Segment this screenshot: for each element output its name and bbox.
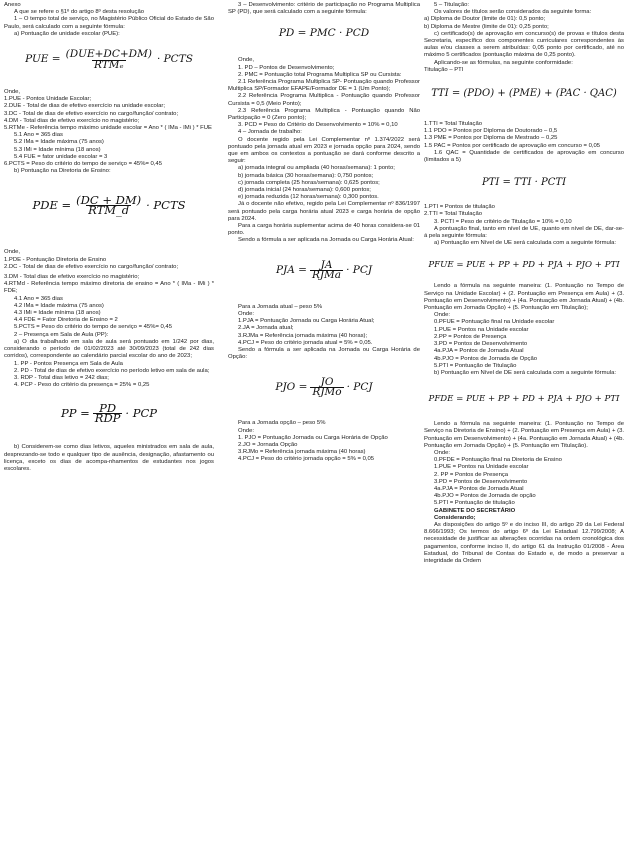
considerando-heading: Considerando; — [434, 514, 476, 521]
list-item: 1.PJA = Pontuação Jornada ou Carga Horária Atual; — [238, 318, 375, 325]
formula-rhs: · PCJ — [346, 264, 373, 277]
paragraph: Titulação – PTI — [424, 66, 464, 73]
list-item: 1.5 PAC = Pontos por certificado de aprovação em concurso = 0,05 — [424, 142, 601, 149]
section-title: 4 – Jornada de trabalho: — [238, 129, 302, 136]
list-item: 1.PDE - Pontuação Diretoria de Ensino — [4, 256, 107, 263]
paragraph: Sendo a fórmula a ser aplicada na Jornada ou Carga Horária Atual: — [238, 237, 414, 244]
paragraph: 3 – Desenvolvimento: critério de participação no Programa Multiplica SP (PD), que será calculado com a seguinte fórmula: — [228, 2, 420, 16]
paragraph: As disposições do artigo 5º e do inciso III, do artigo 29 da Lei Federal 8.666/1993; Os termos do artigo 6º da Lei Estadual 12.799/2008; A necessidade de justificar as alterações ocorridas na ordem cronológica dos pagamentos, conforme inciso II, do artigo 61 da Instrução 01/2008 - Área Estadual, do Tribunal de Contas do Estado e, de modo a preservar a integridade da Ordem — [424, 521, 624, 564]
formula-rhs: · PCP — [125, 405, 157, 420]
list-item: 2.3 Referência Programa Multiplica - Pontuação quando Não Participação = 0 (Zero ponto); — [228, 107, 420, 122]
list-item: 1.TTI = Total Titulação — [424, 121, 483, 128]
paragraph: b) Pontuação em Nível de DE será calculada com a seguinte fórmula: — [434, 369, 617, 376]
numerator: JO — [320, 375, 334, 388]
denominator: RDP — [94, 410, 121, 425]
formula-pfde: PFDE = PUE + PP + PD + PJA + PJO + PTI — [428, 393, 620, 404]
onde-label: Onde: — [434, 312, 451, 319]
list-item: 0.PFDE = Pontuação final na Diretoria de Ensino — [434, 457, 562, 464]
numerator: PD — [99, 400, 117, 415]
onde-label: Onde: — [238, 310, 255, 317]
list-item: 5.PCTS = Peso do critério do tempo de serviço = 45%= 0,45 — [14, 324, 172, 331]
list-item: 4b.PJO = Pontos de Jornada de Opção — [434, 355, 537, 362]
gabinete-heading: GABINETE DO SECRETÁRIO — [434, 507, 516, 514]
paragraph: A que se refere o §1º do artigo 8º desta resolução — [14, 9, 145, 16]
list-item: 2.JA = Jornada atual; — [238, 325, 294, 332]
list-item: 2.1 Referência Programa Multiplica SP- Pontuação quando Professor Multiplica SP/Formador EFAPE/Formador DE = 1 (Um Ponto); — [228, 79, 420, 93]
list-item: 4.PCJ = Peso do critério jornada atual = 5% = 0,05. — [238, 339, 373, 346]
list-item: 2.2 Referência Programa Multiplica - Pontuação quando Professor Cursista = 0,5 (Meio Ponto); — [228, 93, 420, 107]
list-item: 2.PP = Pontos de Presença — [434, 333, 507, 340]
list-item: 5.RTMe - Referência tempo máximo unidade escolar = Ano * ( IMa - IMi ) * FUE — [4, 125, 212, 132]
paragraph: Aplicando-se as fórmulas, na seguinte conformidade: — [434, 59, 573, 66]
list-item: 4.4 FDE = Fator Diretoria de Ensino = 2 — [14, 317, 118, 324]
formula-pfue: PFUE = PUE + PP + PD + PJA + PJO + PTI — [428, 259, 620, 270]
list-item: 3.DC - Total de dias de efetivo exercício no cargo/função/ contrato; — [4, 110, 179, 117]
paragraph: Lendo a fórmula na seguinte maneira: (1. Pontuação no Tempo de Serviço na Unidade Escolar) + (2. Pontuação em Presença em Aula) + (3. Pontuação em Desenvolvimento) + (4a. Pontuação em Jornada Atual) + (4b. Pontuação em Jornada Opção) + (5. Pontuação em Titulação); — [424, 283, 624, 312]
formula-pja — [228, 245, 420, 297]
list-item: 4.RTMd - Referência tempo máximo diretoria de ensino = Ano * ( IMa - IMi ) * FDE; — [4, 281, 214, 295]
list-item: 3. PCD = Peso do Critério do Desenvolvimento = 10% = 0,10 — [238, 122, 398, 129]
list-item: a) Diploma de Doutor (limite de 01): 0,5 ponto; — [424, 16, 546, 23]
list-item: 4.PCJ = Peso do critério jornada opção = 5% = 0,05 — [238, 456, 375, 463]
fraction — [93, 400, 123, 425]
list-item: 1.PUE = Pontos na Unidade escolar — [434, 326, 529, 333]
section-title: b) Pontuação na Diretoria de Ensino: — [14, 168, 111, 175]
formula-rhs: · PCJ — [346, 380, 373, 393]
list-item: 4. PCP - Peso do critério da presença = 25% = 0,25 — [14, 382, 150, 389]
section-title: 5 – Titulação: — [434, 2, 470, 8]
list-item: 4a.PJA = Pontos de Jornada Atual — [434, 348, 524, 355]
list-item: 3.RJMo = Referência jornada máxima (40 horas) — [238, 449, 366, 456]
fraction — [74, 192, 143, 217]
column-3 — [424, 2, 624, 565]
formula-pue — [4, 38, 214, 82]
list-item: 5.1 Ano = 365 dias — [14, 132, 63, 139]
list-item: 1.3 PME = Pontos por Diploma de Mestrado – 0,25 — [424, 135, 558, 142]
formula-pde — [4, 175, 214, 235]
formula-lhs: PP = — [61, 405, 90, 420]
paragraph: A pontuação final, tanto em nível de UE, quanto em nível de DE, dar-se-á pela seguinte fórmula: — [424, 225, 624, 240]
list-item: 4b.PJO = Pontos de Jornada de opção — [434, 493, 536, 500]
formula-pjo — [228, 361, 420, 413]
denominator: RTM_d — [88, 202, 130, 217]
list-item: b) Diploma de Mestre (limite de 01): 0,25 ponto; — [424, 23, 549, 30]
list-item: 5.3 IMi = Idade mínima (18 anos) — [14, 146, 101, 153]
list-item: 4.2 IMa = Idade máxima (75 anos) — [14, 302, 104, 309]
onde-label: Onde, — [238, 57, 255, 64]
list-item: b) jornada básica (30 horas/semana): 0,750 pontos; — [238, 172, 374, 179]
paragraph: Para a Jornada atual – peso 5% — [238, 303, 323, 310]
fraction — [310, 258, 343, 282]
formula-rhs: · PCTS — [146, 197, 186, 212]
list-item: 4.1 Ano = 365 dias — [14, 295, 63, 302]
paragraph: O docente regido pela Lei Complementar nº 1.374/2022 será pontuado pela jornada atual em 2023 e jornada opção para 2024, sendo que em ambos os contextos a pontuação se dará conforme descrito a seguir: — [228, 136, 420, 165]
paragraph: Já o docente não efetivo, regido pela Lei Complementar nº 836/1997 será pontuado pela carga horária atual 2023 e carga horária de opção para 2024. — [228, 201, 420, 222]
list-item: 1. PJO = Pontuação Jornada ou Carga Horária de Opção — [238, 434, 388, 441]
paragraph: a) Pontuação em Nível de UE será calculada com a seguinte fórmula: — [434, 240, 617, 247]
paragraph: a) O dia trabalhado em sala de aula será pontuado em 1/242 por dias, considerando o período de 01/02/2023 até 30/09/2023 (total de 242 dias corridos), correspondente ao calendário parcial escolar do ano de 2023; — [4, 338, 214, 360]
numerator: (DUE+DC+DM) — [65, 48, 152, 61]
paragraph: Para a carga horária suplementar acima de 40 horas considera-se 01 ponto. — [228, 223, 420, 237]
column-1 — [4, 2, 214, 473]
column-2 — [228, 2, 420, 464]
list-item: 0.PFUE = Pontuação final na Unidade escolar — [434, 319, 555, 326]
list-item: e) jornada reduzida (12 horas/semana): 0,300 pontos. — [238, 194, 379, 201]
numerator: JA — [320, 258, 333, 271]
list-item: 4.DM - Total dias de efetivo exercício no magistério; — [4, 117, 140, 124]
onde-label: Onde: — [238, 427, 255, 434]
formula-lhs: PJO = — [275, 380, 308, 393]
list-item: 1. PP - Pontos Presença em Sala de Aula — [14, 360, 123, 367]
list-item: 2.DUE - Total de dias de efetivo exercício na unidade escolar; — [4, 103, 165, 110]
list-item: d) jornada inicial (24 horas/semana): 0,600 pontos; — [238, 187, 371, 194]
formula-lhs: PUE = — [25, 53, 61, 66]
list-item: c) jornada completa (25 horas/semana): 0,625 pontos; — [238, 179, 380, 186]
paragraph: b) Considerem-se como dias letivos, aqueles ministrados em sala de aula, desprezando-se todo e qualquer tipo de ausência, designação, afastamento ou licença, exceto os dias de acompa-nhamentos de estudantes nos jogos escolares. — [4, 444, 214, 472]
paragraph: Os valores de títulos serão considerados da seguinte forma: — [434, 9, 592, 16]
list-item: 5.PTI = Pontuação de titulação — [434, 500, 515, 507]
list-item: 1.PUE = Pontos na Unidade escolar — [434, 464, 529, 471]
list-item: 2.JO = Jornada Opção — [238, 441, 298, 448]
fraction — [310, 375, 343, 398]
onde-label: Onde, — [4, 249, 21, 256]
list-item: 3. RDP - Total dias letivo = 242 dias; — [14, 374, 109, 381]
anexo-heading: Anexo — [4, 2, 21, 8]
denominator: RJMo — [312, 385, 342, 398]
formula-pd: PD = PMC · PCD — [278, 26, 370, 39]
denominator: RJMa — [311, 269, 342, 282]
list-item: 2. PP = Pontos de Presença — [434, 471, 509, 478]
list-item: 3.PD = Pontos de Desenvolvimento — [434, 478, 528, 485]
list-item: 1.1 PDO = Pontos por Diploma de Doutorado – 0,5 — [424, 128, 558, 135]
formula-rhs: · PCTS — [156, 53, 193, 66]
section-title: a) Pontuação de unidade escolar (PUE): — [14, 30, 120, 37]
paragraph: 1 – O tempo total de serviço, no Magistério Público Oficial do Estado de São Paulo, será calculado com a seguinte fórmula: — [4, 16, 214, 30]
paragraph: Lendo a fórmula na seguinte maneira: (1. Pontuação no Tempo de Serviço na Diretoria de Ensino) + (2. Pontuação em Presença em Aula) + (3. Pontuação em Desenvolvimento) + (4a. Pontuação em Jornada Atual) + (4b. Pontuação em Jornada Opção) + (5. Pontuação em Titulação). — [424, 421, 624, 449]
list-item: 1.6 QAC = Quantidade de certificados de aprovação em concurso (limitados a 5) — [424, 149, 624, 164]
list-item: 2. PMC = Pontuação total Programa Multiplica SP ou Cursista: — [238, 71, 402, 78]
list-item: 1.PUE - Pontos Unidade Escolar; — [4, 96, 92, 103]
formula-pti: PTI = TTI · PCTI — [481, 176, 567, 188]
denominator: RTMₑ — [93, 58, 124, 71]
numerator: (DC + DM) — [76, 192, 142, 207]
list-item: 2.TTI = Total Titulação — [424, 211, 483, 218]
list-item: 1. PD – Pontos de Desenvolvimento; — [238, 64, 335, 71]
section-title: 2 – Presença em Sala de Aula (PP): — [14, 331, 109, 338]
list-item: 4a.PJA = Pontos de Jornada Atual — [434, 485, 524, 492]
list-item: 5.4 FUE = fator unidade escolar = 3 — [14, 153, 108, 160]
list-item: 1.PTI = Pontos de titulação — [424, 204, 495, 211]
fraction — [64, 48, 154, 71]
list-item: 4.3 IMi = Idade mínima (18 anos) — [14, 310, 101, 317]
formula-lhs: PDE = — [32, 197, 72, 212]
formula-lhs: PJA = — [275, 264, 307, 277]
list-item: 5.PTI = Pontuação de Titulação — [434, 362, 517, 369]
list-item: 3. PCTI = Peso de critério de Titulação = 10% = 0,10 — [434, 218, 572, 225]
list-item: 3.DM - Total dias de efetivo exercício no magistério; — [4, 274, 140, 281]
list-item: 2. PD - Total de dias de efetivo exercício no período letivo em sala de aula; — [14, 367, 210, 374]
list-item: c) certificado(s) de aprovação em concurso(s) de provas e títulos desta Secretaria, específico dos componentes curriculares correspondentes às aulas e/ou classes a serem atribuídas: 0,05 ponto por certificado, até no máximo 5 certificados (pontuação máxima de 0,25 ponto). — [424, 30, 624, 59]
list-item: 5.2 IMa = Idade máxima (75 anos) — [14, 139, 104, 146]
list-item: a) jornada integral ou ampliada (40 horas/semana): 1 ponto; — [238, 165, 395, 172]
list-item: 3.PD = Pontos de Desenvolvimento — [434, 341, 528, 348]
formula-pp — [4, 389, 214, 437]
onde-label: Onde, — [4, 89, 21, 96]
list-item: 6.PCTS = Peso do critério do tempo de serviço = 45%= 0,45 — [4, 161, 162, 168]
onde-label: Onde: — [434, 449, 451, 456]
paragraph: Sendo a fórmula a ser aplicada na Jornada ou Carga Horária de Opção: — [228, 346, 420, 361]
paragraph: Para a Jornada opção – peso 5% — [238, 420, 326, 427]
list-item: 2.DC - Total de dias de efetivo exercício no cargo/função/ contrato; — [4, 263, 179, 270]
formula-tti: TTI = (PDO) + (PME) + (PAC · QAC) — [431, 88, 617, 100]
list-item: 3.RJMa = Referência jornada máxima (40 horas); — [238, 332, 368, 339]
